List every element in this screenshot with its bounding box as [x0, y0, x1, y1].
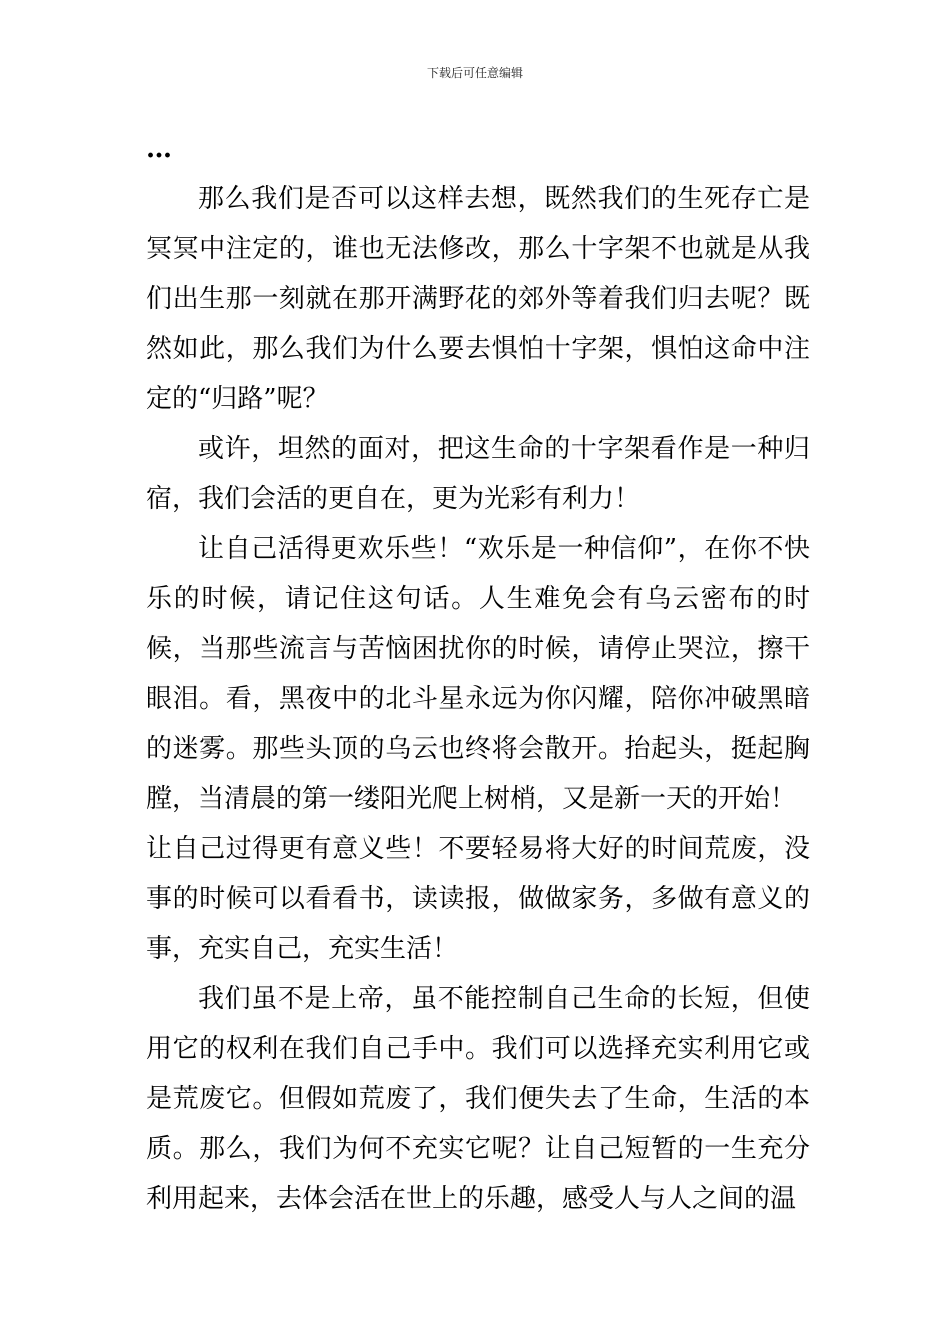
paragraph-5: 我们虽不是上帝，虽不能控制自己生命的长短，但使用它的权利在我们自己手中。我们可以选择充实利用它或是荒废它。但假如荒废了，我们便失去了生命，生活的本质。那么，我们为何不充实它呢？让自己短暂的一生充分利用起来，去体会活在世上的乐趣，感受人与人之间的温	[146, 984, 810, 1214]
paragraph-1: 那么我们是否可以这样去想，既然我们的生死存亡是冥冥中注定的，谁也无法修改，那么十字架不也就是从我们出生那一刻就在那开满野花的郊外等着我们归去呢？既然如此，那么我们为什么要去惧怕十字架，惧怕这命中注定的“归路”呢？	[146, 184, 810, 414]
page-header: 下载后可任意编辑	[426, 66, 523, 80]
paragraph-3: 让自己活得更欢乐些！“欢乐是一种信仰”，在你不快乐的时候，请记住这句话。人生难免会有乌云密布的时候，当那些流言与苦恼困扰你的时候，请停止哭泣，擦干眼泪。看，黑夜中的北斗星永远为你闪耀，陪你冲破黑暗的迷雾。那些头顶的乌云也终将会散开。抬起头，挺起胸膛，当清晨的第一缕阳光爬上树梢，又是新一天的开始！	[146, 534, 810, 814]
paragraph-4: 让自己过得更有意义些！不要轻易将大好的时间荒废，没事的时候可以看看书，读读报，做做家务，多做有意义的事，充实自己，充实生活！	[146, 834, 810, 964]
ellipsis-line: …	[146, 134, 173, 164]
paragraph-2: 或许，坦然的面对，把这生命的十字架看作是一种归宿，我们会活的更自在，更为光彩有利力！	[146, 434, 810, 514]
document-body	[146, 124, 810, 1224]
